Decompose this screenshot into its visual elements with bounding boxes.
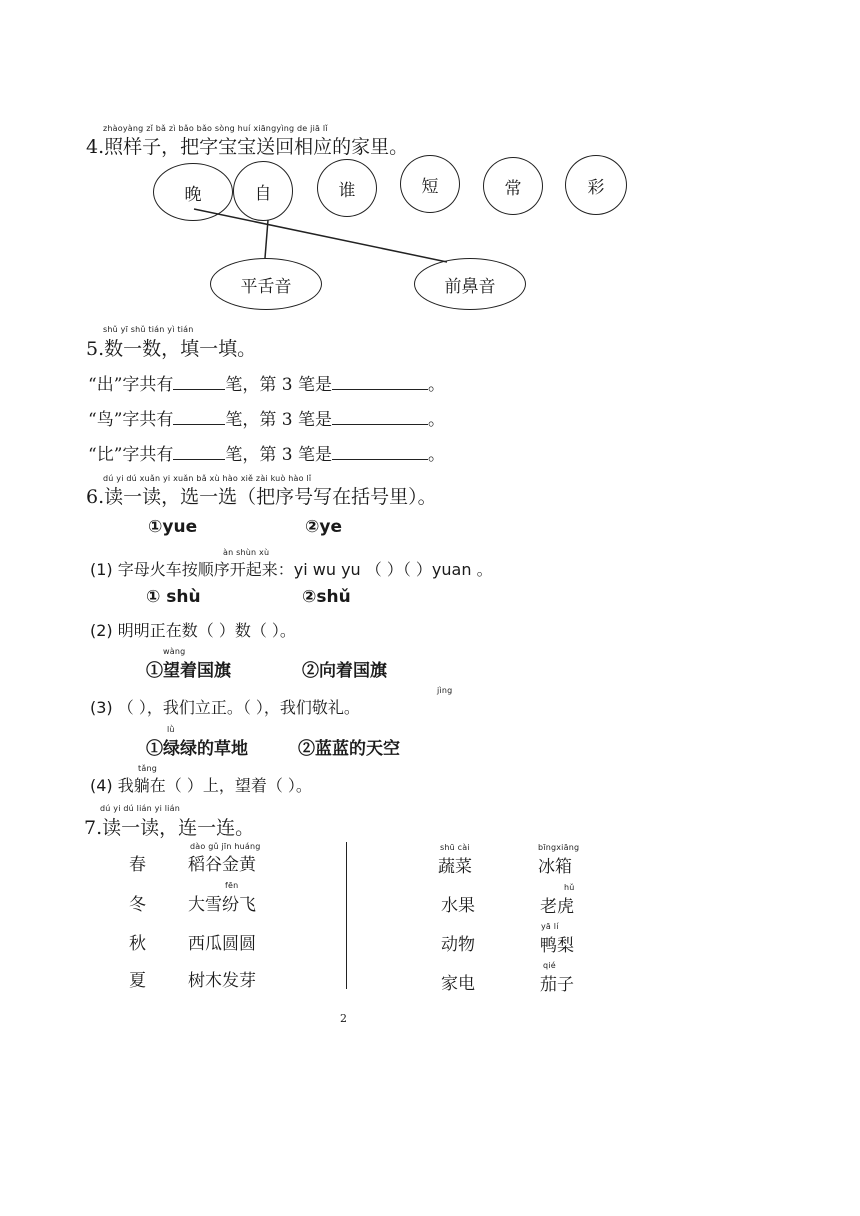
q7-category-4[interactable]: 家电 [441, 974, 475, 994]
q5-row-2-stroke-count-blank[interactable] [173, 410, 225, 425]
q7-item-1-pinyin: bīngxiāng [538, 843, 580, 852]
q4-char-3: 谁 [338, 180, 356, 201]
q7-season-3[interactable]: 秋 [129, 934, 146, 954]
q6-option-3a: ①望着国旗 [146, 661, 231, 681]
q4-char-5: 常 [504, 178, 522, 199]
q4-char-circle-6[interactable] [565, 155, 627, 215]
q4-home-pingsheyin[interactable] [210, 258, 322, 310]
q6-opts4-pinyin: lǜ [167, 725, 175, 734]
q7-category-1[interactable]: 蔬菜 [438, 857, 472, 877]
q5-row-1-third-stroke-blank[interactable] [332, 375, 428, 390]
q4-char-circle-5[interactable] [483, 157, 543, 215]
q5-row-1 [88, 370, 445, 395]
q6-sentence-2: (2) 明明正在数（ ）数（ ）。 [90, 621, 296, 640]
q6-option-3b: ②向着国旗 [302, 661, 387, 681]
q5-row-3 [88, 440, 445, 465]
q7-category-3[interactable]: 动物 [441, 935, 475, 955]
q4-char-4: 短 [421, 176, 439, 197]
q6-option-4a: ①绿绿的草地 [146, 739, 248, 759]
q7-phrase-1-pinyin: dào gǔ jīn huáng [190, 842, 261, 851]
q7-item-2-pinyin: hǔ [564, 883, 575, 892]
q5-title: 5.数一数，填一填。 [86, 338, 257, 360]
q7-season-1[interactable]: 春 [129, 855, 146, 875]
q5-row-3-mid: 笔，第 3 笔是 [225, 445, 333, 465]
q7-phrase-1[interactable]: 稻谷金黄 [188, 855, 256, 875]
q6-pinyin: dú yi dú xuǎn yi xuǎn bǎ xù hào xiě zài kuò hào lǐ [103, 474, 312, 483]
q6-s1-pinyin: àn shùn xù [223, 548, 270, 557]
q4-char-circle-1[interactable] [153, 163, 233, 221]
q5-row-2 [88, 405, 445, 430]
q5-row-2-mid: 笔，第 3 笔是 [225, 410, 333, 430]
q6-option-4b: ②蓝蓝的天空 [298, 739, 400, 759]
q7-category-2[interactable]: 水果 [441, 896, 475, 916]
q6-sentence-4: (4) 我躺在（ ）上，望着（ ）。 [90, 776, 312, 795]
q7-phrase-2[interactable]: 大雪纷飞 [188, 895, 256, 915]
q7-column-divider [346, 842, 347, 989]
q6-s4-pinyin: tǎng [138, 764, 157, 773]
q7-season-4[interactable]: 夏 [129, 971, 146, 991]
q7-item-4[interactable]: 茄子 [540, 975, 574, 995]
q4-pinyin: zhàoyàng zǐ bǎ zì bǎo bǎo sòng huí xiāngyìng de jiā lǐ [103, 124, 328, 133]
q5-row-3-end: 。 [428, 445, 446, 465]
q4-home-label-1: 平舌音 [240, 276, 292, 297]
q6-s3-pinyin: jìng [437, 686, 453, 695]
q4-char-6: 彩 [587, 177, 605, 198]
q7-item-2[interactable]: 老虎 [540, 897, 574, 917]
q7-item-3[interactable]: 鸭梨 [540, 936, 574, 956]
q7-phrase-3[interactable]: 西瓜圆圆 [188, 934, 256, 954]
page-number: 2 [340, 1012, 347, 1025]
q7-pinyin: dú yi dú lián yi lián [100, 804, 180, 813]
q4-char-circle-3[interactable] [317, 159, 377, 217]
q6-title: 6.读一读，选一选（把序号写在括号里）。 [86, 486, 437, 508]
q5-row-2-third-stroke-blank[interactable] [332, 410, 428, 425]
q4-char-1: 晚 [184, 184, 202, 205]
q5-row-1-mid: 笔，第 3 笔是 [225, 375, 333, 395]
q5-row-3-label: “比”字共有 [88, 445, 174, 465]
q4-char-2: 自 [254, 183, 272, 204]
q5-row-1-label: “出”字共有 [88, 375, 174, 395]
q6-option-1b: ②ye [305, 517, 343, 537]
q5-row-2-label: “鸟”字共有 [88, 410, 174, 430]
q6-opts3-pinyin: wàng [163, 647, 186, 656]
q5-row-3-third-stroke-blank[interactable] [332, 445, 428, 460]
q4-home-label-2: 前鼻音 [444, 276, 496, 297]
q7-category-1-pinyin: shū cài [440, 843, 470, 852]
q5-row-3-stroke-count-blank[interactable] [173, 445, 225, 460]
q4-home-qianbiyin[interactable] [414, 258, 526, 310]
q5-row-1-end: 。 [428, 375, 446, 395]
q6-option-1a: ①yue [148, 517, 198, 537]
q4-char-circle-2[interactable] [233, 161, 293, 221]
q7-item-4-pinyin: qié [543, 961, 556, 970]
q6-sentence-3: (3) （ ），我们立正。（ ），我们敬礼。 [90, 698, 360, 717]
q5-row-1-stroke-count-blank[interactable] [173, 375, 225, 390]
q7-title: 7.读一读，连一连。 [84, 817, 255, 839]
q7-item-3-pinyin: yā lí [541, 922, 559, 931]
q7-phrase-2-pinyin: fēn [225, 881, 239, 890]
q6-option-2a: ① shù [146, 587, 201, 607]
q4-char-circle-4[interactable] [400, 155, 460, 213]
q7-season-2[interactable]: 冬 [129, 895, 146, 915]
q5-row-2-end: 。 [428, 410, 446, 430]
q6-option-2b: ②shǔ [302, 587, 351, 607]
q7-item-1[interactable]: 冰箱 [538, 857, 572, 877]
q7-phrase-4[interactable]: 树木发芽 [188, 971, 256, 991]
q6-sentence-1: (1) 字母火车按顺序开起来：yi wu yu （ ）（ ）yuan 。 [90, 560, 493, 579]
q4-title: 4.照样子，把字宝宝送回相应的家里。 [86, 136, 409, 158]
q5-pinyin: shǔ yī shǔ tián yì tián [103, 325, 194, 334]
